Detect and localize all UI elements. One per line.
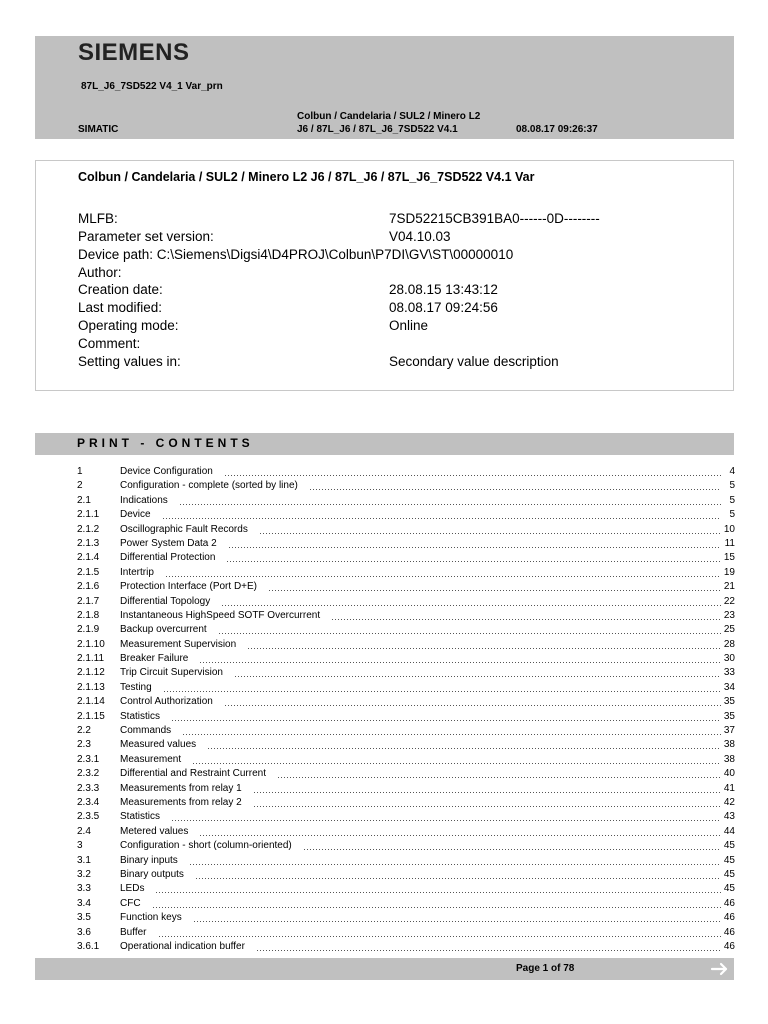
toc-entry-page: 23 bbox=[723, 609, 735, 621]
print-datetime: 08.08.17 09:26:37 bbox=[516, 124, 598, 135]
toc-entry-title: LEDs bbox=[120, 883, 145, 895]
toc-entry-title: Measurement bbox=[120, 753, 182, 765]
toc-entry-page: 43 bbox=[723, 811, 735, 823]
toc-dot-leader bbox=[208, 748, 721, 749]
toc-dot-leader bbox=[269, 590, 721, 591]
toc-entry-title: Statistics bbox=[120, 811, 161, 823]
setting-value: Secondary value description bbox=[389, 354, 559, 369]
toc-entry[interactable] bbox=[77, 926, 735, 940]
toc-entry-page: 33 bbox=[723, 667, 735, 679]
toc-entry-number: 3.5 bbox=[77, 912, 91, 924]
toc-entry[interactable] bbox=[77, 609, 735, 623]
toc-entry-page: 30 bbox=[723, 653, 735, 665]
page-footer bbox=[35, 958, 734, 980]
toc-entry-page: 11 bbox=[724, 537, 735, 549]
toc-entry-number: 3 bbox=[77, 840, 83, 852]
toc-entry[interactable] bbox=[77, 839, 735, 853]
toc-entry-title: Binary outputs bbox=[120, 868, 184, 880]
toc-dot-leader bbox=[196, 878, 721, 879]
toc-dot-leader bbox=[229, 547, 721, 548]
toc-entry-title: Device Configuration bbox=[120, 466, 213, 477]
toc-entry-title: Statistics bbox=[120, 710, 161, 722]
toc-entry-page: 5 bbox=[729, 494, 735, 506]
toc-entry-title: Function keys bbox=[120, 912, 182, 924]
siemens-logo: SIEMENS bbox=[78, 39, 190, 66]
toc-entry-page: 45 bbox=[723, 854, 735, 866]
toc-dot-leader bbox=[260, 533, 721, 534]
toc-entry[interactable] bbox=[77, 508, 735, 522]
table-of-contents bbox=[77, 465, 735, 954]
toc-entry-number: 2.3.4 bbox=[77, 796, 100, 808]
toc-entry-title: Buffer bbox=[120, 926, 147, 938]
toc-entry-number: 2.1.13 bbox=[77, 681, 105, 693]
toc-entry-page: 35 bbox=[723, 696, 735, 708]
toc-entry-title: Power System Data 2 bbox=[120, 537, 217, 549]
toc-dot-leader bbox=[200, 835, 721, 836]
toc-entry[interactable] bbox=[77, 638, 735, 652]
setting-label: Setting values in: bbox=[78, 354, 181, 369]
toc-dot-leader bbox=[164, 691, 721, 692]
toc-dot-leader bbox=[278, 777, 721, 778]
toc-entry-page: 5 bbox=[729, 480, 735, 492]
toc-entry-page: 4 bbox=[729, 466, 735, 477]
mlfb-label: MLFB: bbox=[78, 211, 118, 226]
toc-entry[interactable] bbox=[77, 825, 735, 839]
mode-label: Operating mode: bbox=[78, 318, 179, 333]
toc-entry-number: 2.3 bbox=[77, 739, 91, 751]
toc-entry-number: 2.3.1 bbox=[77, 753, 100, 765]
toc-dot-leader bbox=[172, 820, 721, 821]
toc-entry[interactable] bbox=[77, 623, 735, 637]
toc-dot-leader bbox=[219, 633, 721, 634]
toc-dot-leader bbox=[227, 561, 721, 562]
toc-entry-page: 40 bbox=[723, 768, 735, 780]
toc-entry-number: 2.3.5 bbox=[77, 811, 100, 823]
toc-entry-title: Backup overcurrent bbox=[120, 624, 207, 636]
toc-entry-title: Configuration - complete (sorted by line) bbox=[120, 480, 298, 492]
toc-entry-title: CFC bbox=[120, 897, 141, 909]
toc-dot-leader bbox=[193, 763, 721, 764]
toc-dot-leader bbox=[166, 576, 721, 577]
toc-dot-leader bbox=[159, 936, 721, 937]
toc-entry-number: 2.1.14 bbox=[77, 696, 105, 708]
toc-entry-number: 3.4 bbox=[77, 897, 91, 909]
toc-entry-number: 2.1.5 bbox=[77, 566, 100, 578]
toc-entry[interactable] bbox=[77, 940, 735, 954]
toc-entry-title: Measurements from relay 2 bbox=[120, 796, 242, 808]
toc-entry-number: 2.1.12 bbox=[77, 667, 105, 679]
document-name: 87L_J6_7SD522 V4_1 Var_prn bbox=[81, 81, 223, 92]
toc-entry[interactable] bbox=[77, 868, 735, 882]
comment-label: Comment: bbox=[78, 336, 141, 351]
toc-entry[interactable] bbox=[77, 695, 735, 709]
toc-dot-leader bbox=[235, 676, 721, 677]
author-label: Author: bbox=[78, 265, 122, 280]
toc-entry-number: 3.6.1 bbox=[77, 940, 100, 952]
toc-dot-leader bbox=[304, 849, 721, 850]
info-title: Colbun / Candelaria / SUL2 / Minero L2 J6 / 87L_J6 / 87L_J6_7SD522 V4.1 Var bbox=[78, 170, 535, 184]
toc-entry-title: Measured values bbox=[120, 739, 197, 751]
toc-entry-title: Protection Interface (Port D+E) bbox=[120, 581, 258, 593]
next-page-arrow-icon[interactable] bbox=[710, 959, 730, 979]
toc-dot-leader bbox=[156, 892, 721, 893]
mode-value: Online bbox=[389, 318, 429, 333]
toc-entry-page: 45 bbox=[723, 883, 735, 895]
toc-entry-number: 2.1.2 bbox=[77, 523, 100, 535]
toc-dot-leader bbox=[222, 605, 721, 606]
toc-entry-title: Configuration - short (column-oriented) bbox=[120, 840, 292, 852]
toc-entry[interactable] bbox=[77, 738, 735, 752]
toc-entry-number: 2.1.7 bbox=[77, 595, 100, 607]
toc-entry-number: 2.1.8 bbox=[77, 609, 100, 621]
toc-entry[interactable] bbox=[77, 523, 735, 537]
toc-entry-title: Intertrip bbox=[120, 566, 154, 578]
toc-entry[interactable] bbox=[77, 681, 735, 695]
toc-entry-title: Trip Circuit Supervision bbox=[120, 667, 223, 679]
toc-dot-leader bbox=[180, 504, 721, 505]
toc-entry-number: 1 bbox=[77, 466, 83, 477]
toc-entry-title: Measurements from relay 1 bbox=[120, 782, 242, 794]
toc-entry-number: 2.1.4 bbox=[77, 552, 100, 564]
toc-dot-leader bbox=[200, 662, 721, 663]
toc-entry-number: 2.3.2 bbox=[77, 768, 100, 780]
toc-entry-number: 2.1.3 bbox=[77, 537, 100, 549]
toc-entry-title: Oscillographic Fault Records bbox=[120, 523, 248, 535]
toc-entry-page: 46 bbox=[723, 940, 735, 952]
toc-entry[interactable] bbox=[77, 465, 735, 479]
toc-entry[interactable] bbox=[77, 479, 735, 493]
toc-entry-page: 46 bbox=[723, 897, 735, 909]
toc-entry-page: 28 bbox=[723, 638, 735, 650]
toc-dot-leader bbox=[190, 864, 721, 865]
toc-dot-leader bbox=[248, 648, 721, 649]
toc-dot-leader bbox=[254, 806, 721, 807]
toc-entry-title: Operational indication buffer bbox=[120, 940, 245, 952]
toc-entry-page: 10 bbox=[723, 523, 735, 535]
toc-entry-title: Control Authorization bbox=[120, 696, 213, 708]
toc-entry-number: 2.1.6 bbox=[77, 581, 100, 593]
toc-entry-title: Binary inputs bbox=[120, 854, 178, 866]
toc-dot-leader bbox=[183, 734, 721, 735]
toc-entry-title: Differential and Restraint Current bbox=[120, 768, 266, 780]
toc-entry[interactable] bbox=[77, 710, 735, 724]
toc-entry[interactable] bbox=[77, 494, 735, 508]
toc-entry[interactable] bbox=[77, 796, 735, 810]
toc-dot-leader bbox=[163, 518, 721, 519]
toc-entry-page: 38 bbox=[723, 739, 735, 751]
toc-entry-page: 46 bbox=[723, 926, 735, 938]
toc-entry-title: Differential Topology bbox=[120, 595, 211, 607]
toc-entry-page: 38 bbox=[723, 753, 735, 765]
toc-entry[interactable] bbox=[77, 595, 735, 609]
toc-entry-number: 2.2 bbox=[77, 725, 91, 737]
mlfb-value: 7SD52215CB391BA0------0D-------- bbox=[389, 211, 600, 226]
contents-heading: PRINT - CONTENTS bbox=[77, 436, 254, 450]
toc-dot-leader bbox=[194, 921, 721, 922]
toc-entry[interactable] bbox=[77, 580, 735, 594]
toc-entry-title: Breaker Failure bbox=[120, 653, 189, 665]
toc-entry-page: 19 bbox=[723, 566, 735, 578]
toc-entry[interactable] bbox=[77, 566, 735, 580]
toc-entry-page: 35 bbox=[723, 710, 735, 722]
toc-entry-title: Device bbox=[120, 509, 151, 521]
toc-entry-number: 2.1 bbox=[77, 494, 91, 506]
toc-entry[interactable] bbox=[77, 767, 735, 781]
toc-entry-number: 3.2 bbox=[77, 868, 91, 880]
page-header bbox=[35, 36, 734, 139]
toc-entry-title: Commands bbox=[120, 725, 172, 737]
param-set-value: V04.10.03 bbox=[389, 229, 451, 244]
toc-entry[interactable] bbox=[77, 911, 735, 925]
toc-entry-number: 3.3 bbox=[77, 883, 91, 895]
toc-entry[interactable] bbox=[77, 810, 735, 824]
toc-dot-leader bbox=[332, 619, 721, 620]
toc-entry-page: 45 bbox=[723, 840, 735, 852]
toc-entry-number: 2.3.3 bbox=[77, 782, 100, 794]
toc-entry-page: 15 bbox=[723, 552, 735, 564]
toc-entry-page: 22 bbox=[723, 595, 735, 607]
toc-entry-page: 41 bbox=[723, 782, 735, 794]
toc-entry[interactable] bbox=[77, 551, 735, 565]
toc-entry[interactable] bbox=[77, 652, 735, 666]
toc-entry-title: Metered values bbox=[120, 825, 189, 837]
toc-entry-page: 42 bbox=[723, 796, 735, 808]
creation-value: 28.08.15 13:43:12 bbox=[389, 282, 498, 297]
toc-dot-leader bbox=[310, 489, 721, 490]
toc-dot-leader bbox=[172, 720, 721, 721]
toc-entry-title: Measurement Supervision bbox=[120, 638, 237, 650]
toc-entry-title: Indications bbox=[120, 494, 168, 506]
toc-dot-leader bbox=[153, 907, 721, 908]
toc-entry[interactable] bbox=[77, 897, 735, 911]
toc-entry[interactable] bbox=[77, 666, 735, 680]
project-path-line2: J6 / 87L_J6 / 87L_J6_7SD522 V4.1 bbox=[297, 124, 458, 135]
toc-dot-leader bbox=[225, 475, 721, 476]
toc-dot-leader bbox=[257, 950, 721, 951]
toc-entry-number: 3.1 bbox=[77, 854, 91, 866]
toc-entry-page: 45 bbox=[723, 868, 735, 880]
simatic-label: SIMATIC bbox=[78, 124, 119, 135]
creation-label: Creation date: bbox=[78, 282, 163, 297]
device-info-box bbox=[35, 160, 734, 391]
toc-entry[interactable] bbox=[77, 537, 735, 551]
toc-entry[interactable] bbox=[77, 782, 735, 796]
toc-entry-number: 2.1.11 bbox=[77, 653, 105, 665]
toc-entry-page: 37 bbox=[723, 725, 735, 737]
toc-dot-leader bbox=[254, 792, 721, 793]
project-path-line1: Colbun / Candelaria / SUL2 / Minero L2 bbox=[297, 111, 481, 122]
toc-entry-number: 2.1.15 bbox=[77, 710, 105, 722]
device-path: Device path: C:\Siemens\Digsi4\D4PROJ\Colbun\P7DI\GV\ST\00000010 bbox=[78, 247, 514, 262]
toc-dot-leader bbox=[225, 705, 721, 706]
contents-heading-bar bbox=[35, 433, 734, 455]
toc-entry[interactable] bbox=[77, 753, 735, 767]
toc-entry-number: 3.6 bbox=[77, 926, 91, 938]
toc-entry-title: Testing bbox=[120, 681, 152, 693]
toc-entry-page: 46 bbox=[723, 912, 735, 924]
param-set-label: Parameter set version: bbox=[78, 229, 214, 244]
toc-entry-number: 2.4 bbox=[77, 825, 91, 837]
toc-entry[interactable] bbox=[77, 882, 735, 896]
toc-entry-number: 2 bbox=[77, 480, 83, 492]
toc-entry-page: 21 bbox=[723, 581, 735, 593]
modified-label: Last modified: bbox=[78, 300, 163, 315]
toc-entry-number: 2.1.1 bbox=[77, 509, 100, 521]
toc-entry-page: 34 bbox=[723, 681, 735, 693]
toc-entry-number: 2.1.10 bbox=[77, 638, 105, 650]
toc-entry-number: 2.1.9 bbox=[77, 624, 100, 636]
toc-entry-page: 25 bbox=[723, 624, 735, 636]
toc-entry-title: Differential Protection bbox=[120, 552, 216, 564]
toc-entry-page: 5 bbox=[729, 509, 735, 521]
toc-entry[interactable] bbox=[77, 724, 735, 738]
modified-value: 08.08.17 09:24:56 bbox=[389, 300, 498, 315]
toc-entry-page: 44 bbox=[723, 825, 735, 837]
toc-entry[interactable] bbox=[77, 854, 735, 868]
page-number: Page 1 of 78 bbox=[516, 963, 575, 974]
toc-entry-title: Instantaneous HighSpeed SOTF Overcurrent bbox=[120, 609, 321, 621]
